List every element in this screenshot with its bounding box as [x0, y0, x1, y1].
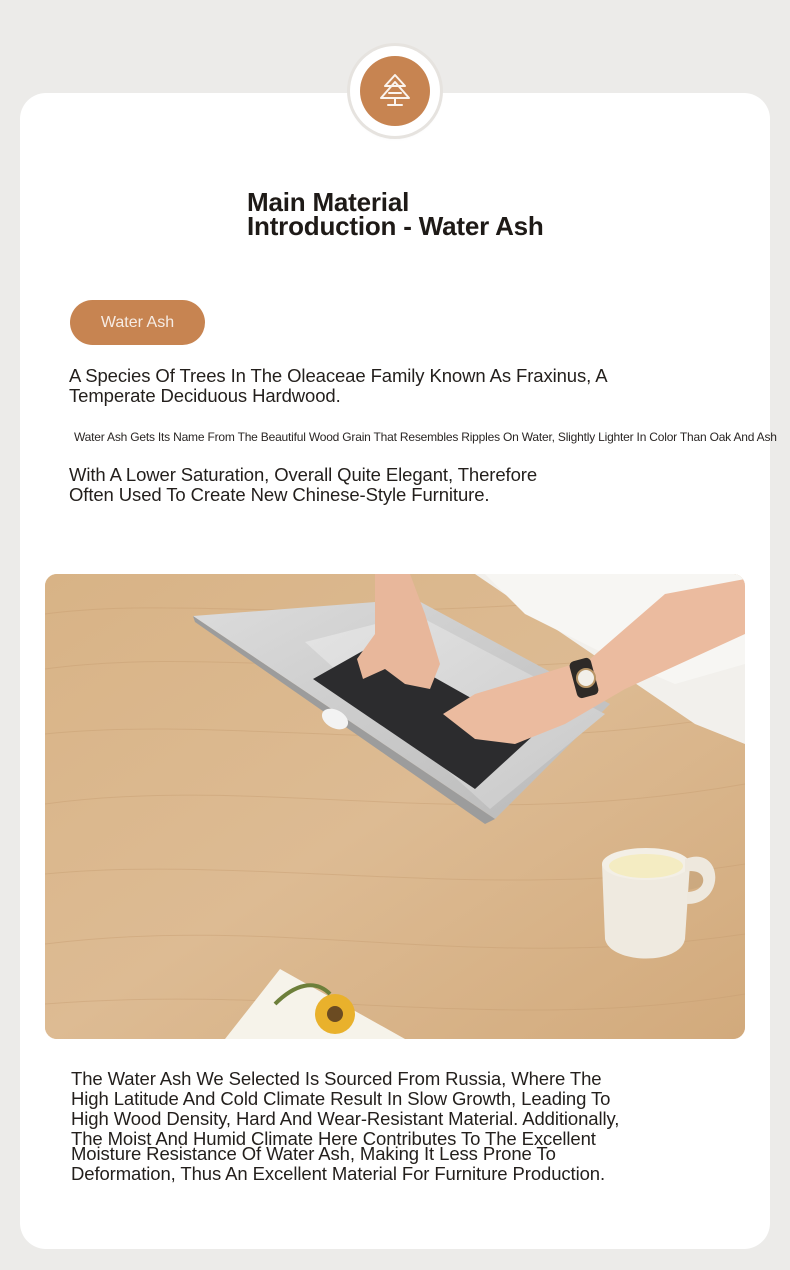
origin-line-5: Moisture Resistance Of Water Ash, Making It Less Prone To: [71, 1143, 556, 1164]
material-tag: Water Ash: [70, 300, 205, 345]
para-line-2: Often Used To Create New Chinese-Style Furniture.: [69, 484, 490, 505]
product-photo: [45, 574, 745, 1039]
photo-illustration: [45, 574, 745, 1039]
tree-icon: [375, 71, 415, 111]
title-line-1: Main Material: [247, 187, 410, 217]
origin-paragraph: [71, 1069, 619, 1184]
title-line-2: Introduction - Water Ash: [247, 211, 544, 241]
intro-small-text: Water Ash Gets Its Name From The Beautiful Wood Grain That Resembles Ripples On Water, Slightly Lighter In Color Than Oak And Ash: [74, 430, 777, 444]
origin-line-2: High Latitude And Cold Climate Result In Slow Growth, Leading To: [71, 1088, 611, 1109]
origin-line-6: Deformation, Thus An Excellent Material For Furniture Production.: [71, 1163, 606, 1184]
intro-line-2: Temperate Deciduous Hardwood.: [69, 385, 341, 406]
page-title: [247, 187, 544, 241]
para-line-1: With A Lower Saturation, Overall Quite Elegant, Therefore: [69, 464, 538, 485]
origin-line-3: High Wood Density, Hard And Wear-Resistant Material. Additionally,: [71, 1108, 620, 1129]
intro-paragraph: [69, 465, 537, 505]
intro-line-1: A Species Of Trees In The Oleaceae Family Known As Fraxinus, A: [69, 365, 608, 386]
origin-line-4: The Moist And Humid Climate Here Contributes To The Excellent: [71, 1128, 596, 1149]
intro-lead: [69, 366, 607, 406]
header-badge: [350, 46, 440, 136]
watch-face: [577, 669, 595, 687]
badge-circle: [360, 56, 430, 126]
origin-line-1: The Water Ash We Selected Is Sourced From Russia, Where The: [71, 1068, 602, 1089]
